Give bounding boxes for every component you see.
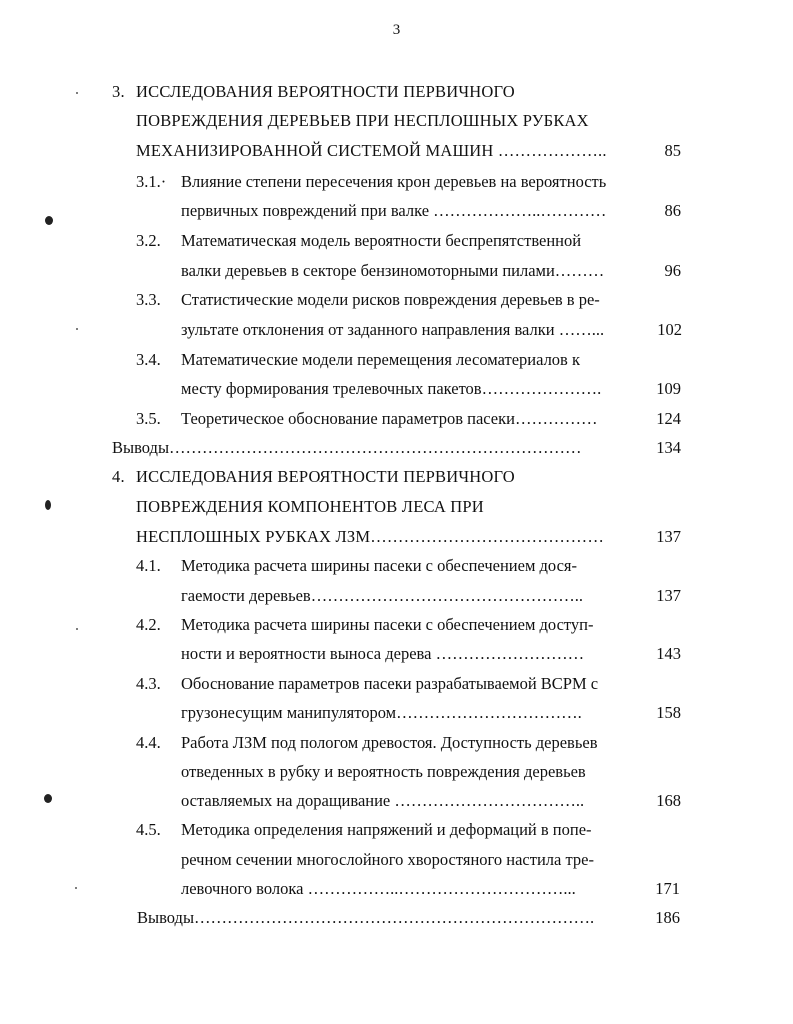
section-4-5-line-2: речном сечении многослойного хворостяного настила тре- [181, 850, 594, 869]
section-3-1-page: 86 [664, 201, 681, 220]
section-3-4-page: 109 [656, 379, 681, 398]
section-3-3-page: 102 [657, 320, 682, 339]
section-4-1-number: 4.1. [136, 556, 161, 575]
section-3-2-page: 96 [664, 261, 681, 280]
section-3-5-number: 3.5. [136, 409, 161, 428]
scan-speck [76, 328, 78, 330]
section-4-5-page: 171 [655, 879, 680, 898]
section-3-3-number: 3.3. [136, 290, 161, 309]
punch-mark-middle [45, 500, 51, 510]
section-3-1-line-2: первичных повреждений при валке ………………..………… [181, 201, 607, 220]
section-3-1-line-1: Влияние степени пересечения крон деревьев на вероятность [181, 172, 607, 191]
scan-speck [75, 887, 77, 889]
section-3-2-number: 3.2. [136, 231, 161, 250]
section-4-4-page: 168 [656, 791, 681, 810]
chapter-3-page: 85 [664, 141, 681, 160]
section-3-3-line-1: Статистические модели рисков повреждения деревьев в ре- [181, 290, 600, 309]
section-4-1-line-1: Методика расчета ширины пасеки с обеспечением дося- [181, 556, 577, 575]
section-3-2-line-1: Математическая модель вероятности беспрепятственной [181, 231, 582, 250]
section-4-4-line-2: отведенных в рубку и вероятность повреждения деревьев [181, 762, 586, 781]
section-4-5-line-3: левочного волока ……………..…………………………... [181, 879, 576, 898]
section-4-5-number: 4.5. [136, 820, 161, 839]
scan-speck [76, 628, 78, 630]
chapter-3-title-line-3: МЕХАНИЗИРОВАННОЙ СИСТЕМОЙ МАШИН ……………….. [136, 141, 607, 160]
section-4-1-line-2: гаемости деревьев………………………………………….. [181, 586, 583, 605]
section-4-4-line-1: Работа ЛЗМ под пологом древостоя. Доступность деревьев [181, 733, 598, 752]
section-4-4-number: 4.4. [136, 733, 161, 752]
chapter-4-title-line-3: НЕСПЛОШНЫХ РУБКАХ ЛЗМ…………………………………… [136, 527, 605, 546]
section-4-2-page: 143 [656, 644, 681, 663]
section-3-5-page: 124 [656, 409, 681, 428]
chapter-3-number: 3. [112, 82, 125, 101]
conclusions-1-label: Выводы………………………………………………………………… [112, 438, 582, 457]
chapter-4-title-line-2: ПОВРЕЖДЕНИЯ КОМПОНЕНТОВ ЛЕСА ПРИ [136, 497, 484, 516]
conclusions-1-page: 134 [656, 438, 681, 457]
section-4-3-line-1: Обоснование параметров пасеки разрабатываемой ВСРМ с [181, 674, 599, 693]
chapter-3-title-line-2: ПОВРЕЖДЕНИЯ ДЕРЕВЬЕВ ПРИ НЕСПЛОШНЫХ РУБКАХ [136, 111, 589, 130]
page-number: 3 [392, 22, 401, 38]
chapter-4-number: 4. [112, 467, 125, 486]
section-3-2-line-2: валки деревьев в секторе бензиномоторными пилами……… [181, 261, 605, 280]
section-3-5-line-1: Теоретическое обоснование параметров пасеки…………… [181, 409, 598, 428]
section-3-4-line-2: месту формирования трелевочных пакетов…………………. [181, 379, 602, 398]
section-3-4-number: 3.4. [136, 350, 161, 369]
punch-mark-top [45, 216, 53, 225]
chapter-4-title-line-1: ИССЛЕДОВАНИЯ ВЕРОЯТНОСТИ ПЕРВИЧНОГО [136, 467, 515, 486]
section-4-5-line-1: Методика определения напряжений и деформаций в попе- [181, 820, 592, 839]
scan-speck [76, 92, 78, 94]
section-4-3-page: 158 [656, 703, 681, 722]
section-4-2-number: 4.2. [136, 615, 161, 634]
punch-mark-bottom [44, 794, 52, 803]
section-4-2-line-2: ности и вероятности выноса дерева ……………………… [181, 644, 585, 663]
section-4-2-line-1: Методика расчета ширины пасеки с обеспечением доступ- [181, 615, 594, 634]
section-4-3-number: 4.3. [136, 674, 161, 693]
section-4-1-page: 137 [656, 586, 681, 605]
section-4-4-line-3: оставляемых на доращивание …………………………….. [181, 791, 585, 810]
section-3-1-number: 3.1.· [136, 172, 167, 191]
chapter-4-page: 137 [656, 527, 681, 546]
section-4-3-line-2: грузонесущим манипулятором……………………………. [181, 703, 582, 722]
conclusions-2-label: Выводы………………………………………………………………. [137, 908, 595, 927]
chapter-3-title-line-1: ИССЛЕДОВАНИЯ ВЕРОЯТНОСТИ ПЕРВИЧНОГО [136, 82, 515, 101]
section-3-3-line-2: зультате отклонения от заданного направления валки ……... [181, 320, 605, 339]
section-3-4-line-1: Математические модели перемещения лесоматериалов к [181, 350, 580, 369]
conclusions-2-page: 186 [655, 908, 680, 927]
